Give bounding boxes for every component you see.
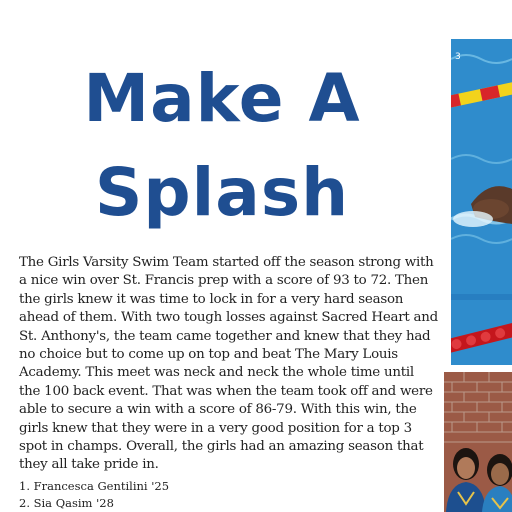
roster-item-2: 2. Sia Qasim '28 [19, 495, 114, 510]
team-photo-illustration [444, 372, 512, 512]
photo-number: 3 [455, 52, 461, 62]
roster-item-1: 1. Francesca Gentilini '25 [19, 479, 170, 493]
article-body: The Girls Varsity Swim Team started off the season strong with a nice win over St. Francis prep with a score of 93 to 72. Then the girls knew it was time to lock in for a very hard season ahead of them. With two tough losses against Sacred Heart and St. Anthony's, the team came together and knew that they had no choice but to come up on top and beat The Mary Louis Academy. This meet was neck and neck the whole time until the 100 back event. That was when the team took off and were able to secure a win with a score of 86-79. With this win, the girls knew that they were in a very good position for a top 3 spot in champs. Overall, the girls had an amazing season that they all take pride in. [19, 255, 438, 473]
headline-line-2: Splash [94, 154, 350, 231]
headline-line-1: Make A [83, 60, 361, 137]
swimmer-pool-photo [451, 39, 512, 365]
swimmers-team-photo [444, 372, 512, 512]
pool-scene-illustration [451, 39, 512, 365]
roster-list [19, 478, 169, 511]
